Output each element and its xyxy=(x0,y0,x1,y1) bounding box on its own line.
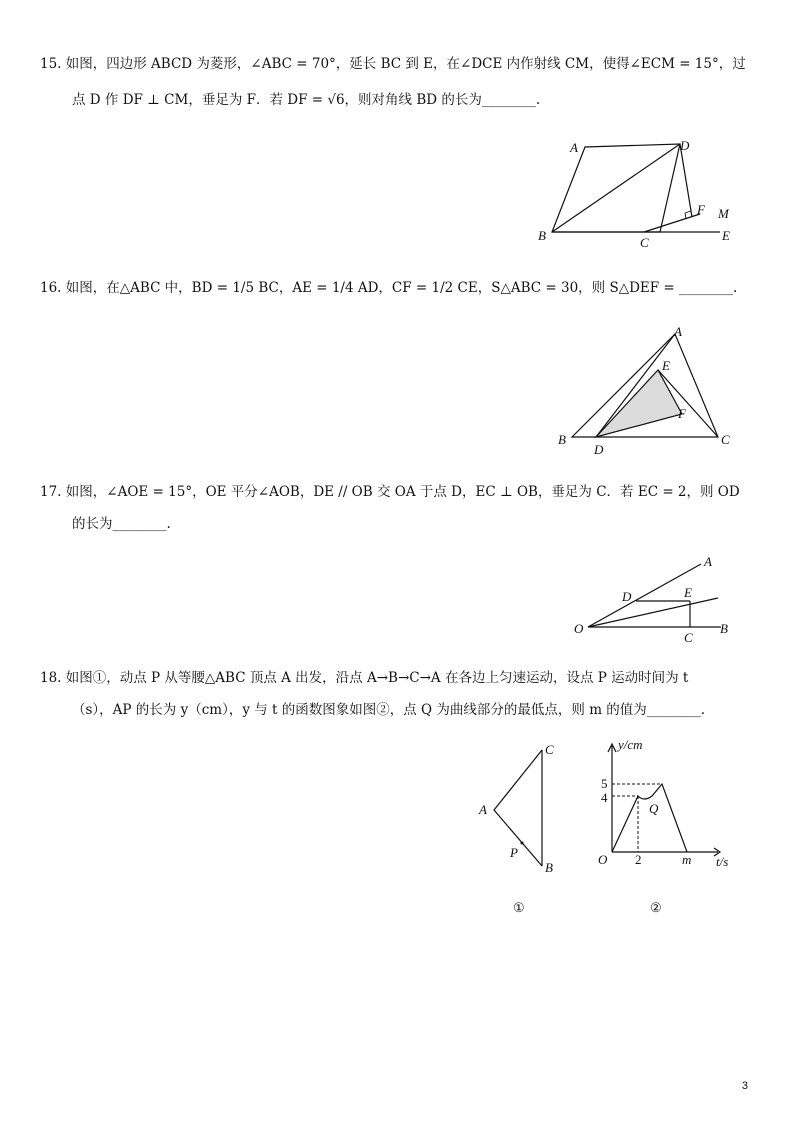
label-f: F xyxy=(697,202,705,217)
label-e: E xyxy=(684,585,692,600)
y-tick-4: 4 xyxy=(601,790,608,805)
q18-figure-1 xyxy=(470,738,570,918)
label-c: C xyxy=(684,630,693,645)
y-axis-label: y/cm xyxy=(618,737,643,752)
diagonal-bd xyxy=(552,144,680,232)
q17-angle-figure xyxy=(568,550,748,645)
q18-text-line1: 18. 如图①，动点 P 从等腰△ABC 顶点 A 出发，沿点 A→B→C→A 在各边上匀速运动，设点 P 运动时间为 t xyxy=(40,670,689,686)
label-d: D xyxy=(680,138,690,153)
function-curve xyxy=(612,784,687,852)
q15-text-line2: 点 D 作 DF ⊥ CM，垂足为 F．若 DF = √6，则对角线 BD 的长为________. xyxy=(72,92,541,108)
label-a: A xyxy=(479,802,487,817)
label-b: B xyxy=(558,432,566,447)
label-d: D xyxy=(594,442,604,457)
label-b: B xyxy=(720,621,728,636)
point-p xyxy=(521,842,524,845)
label-q: Q xyxy=(649,801,659,816)
label-a: A xyxy=(674,324,682,339)
q16-text-line1: 16. 如图，在△ABC 中，BD = 1/5 BC，AE = 1/4 AD，CF = 1/2 CE，S△ABC = 30，则 S△DEF = ________. xyxy=(40,280,738,296)
label-e: E xyxy=(662,358,670,373)
label-c: C xyxy=(545,742,554,757)
label-c: C xyxy=(721,432,730,447)
segment-df xyxy=(680,144,692,217)
q16-triangle-figure xyxy=(550,322,740,457)
figure-2-caption: ② xyxy=(650,900,662,915)
label-b: B xyxy=(545,860,553,875)
label-a: A xyxy=(570,140,578,155)
q17-text-line2: 的长为________. xyxy=(72,516,171,532)
label-d: D xyxy=(622,589,632,604)
label-f: F xyxy=(678,406,686,421)
x-axis-label: t/s xyxy=(716,854,729,869)
label-o: O xyxy=(574,621,584,636)
label-a: A xyxy=(704,554,712,569)
q15-text-line1: 15. 如图，四边形 ABCD 为菱形，∠ABC = 70°，延长 BC 到 E，在∠DCE 内作射线 CM，使得∠ECM = 15°，过 xyxy=(40,56,746,72)
triangle-sides-ca-ab xyxy=(494,750,542,866)
q17-text-line1: 17. 如图，∠AOE = 15°，OE 平分∠AOB，DE // OB 交 OA 于点 D，EC ⊥ OB，垂足为 C．若 EC = 2，则 OD xyxy=(40,484,740,500)
ray-oe xyxy=(588,598,718,627)
x-tick-2: 2 xyxy=(635,852,642,867)
label-e: E xyxy=(722,228,730,243)
figure-1-caption: ① xyxy=(513,900,525,915)
origin-label: O xyxy=(598,852,608,867)
x-tick-m: m xyxy=(682,852,692,867)
y-tick-5: 5 xyxy=(601,776,608,791)
label-c: C xyxy=(640,235,649,250)
page-number: 3 xyxy=(741,1080,748,1092)
q18-figure-2-graph xyxy=(590,732,740,918)
label-p: P xyxy=(510,845,518,860)
q18-text-line2: （s），AP 的长为 y（cm），y 与 t 的函数图象如图②，点 Q 为曲线部分的最低点，则 m 的值为________. xyxy=(72,702,706,718)
label-b: B xyxy=(538,228,546,243)
label-m: M xyxy=(718,206,729,221)
q15-rhombus-figure xyxy=(530,132,750,252)
